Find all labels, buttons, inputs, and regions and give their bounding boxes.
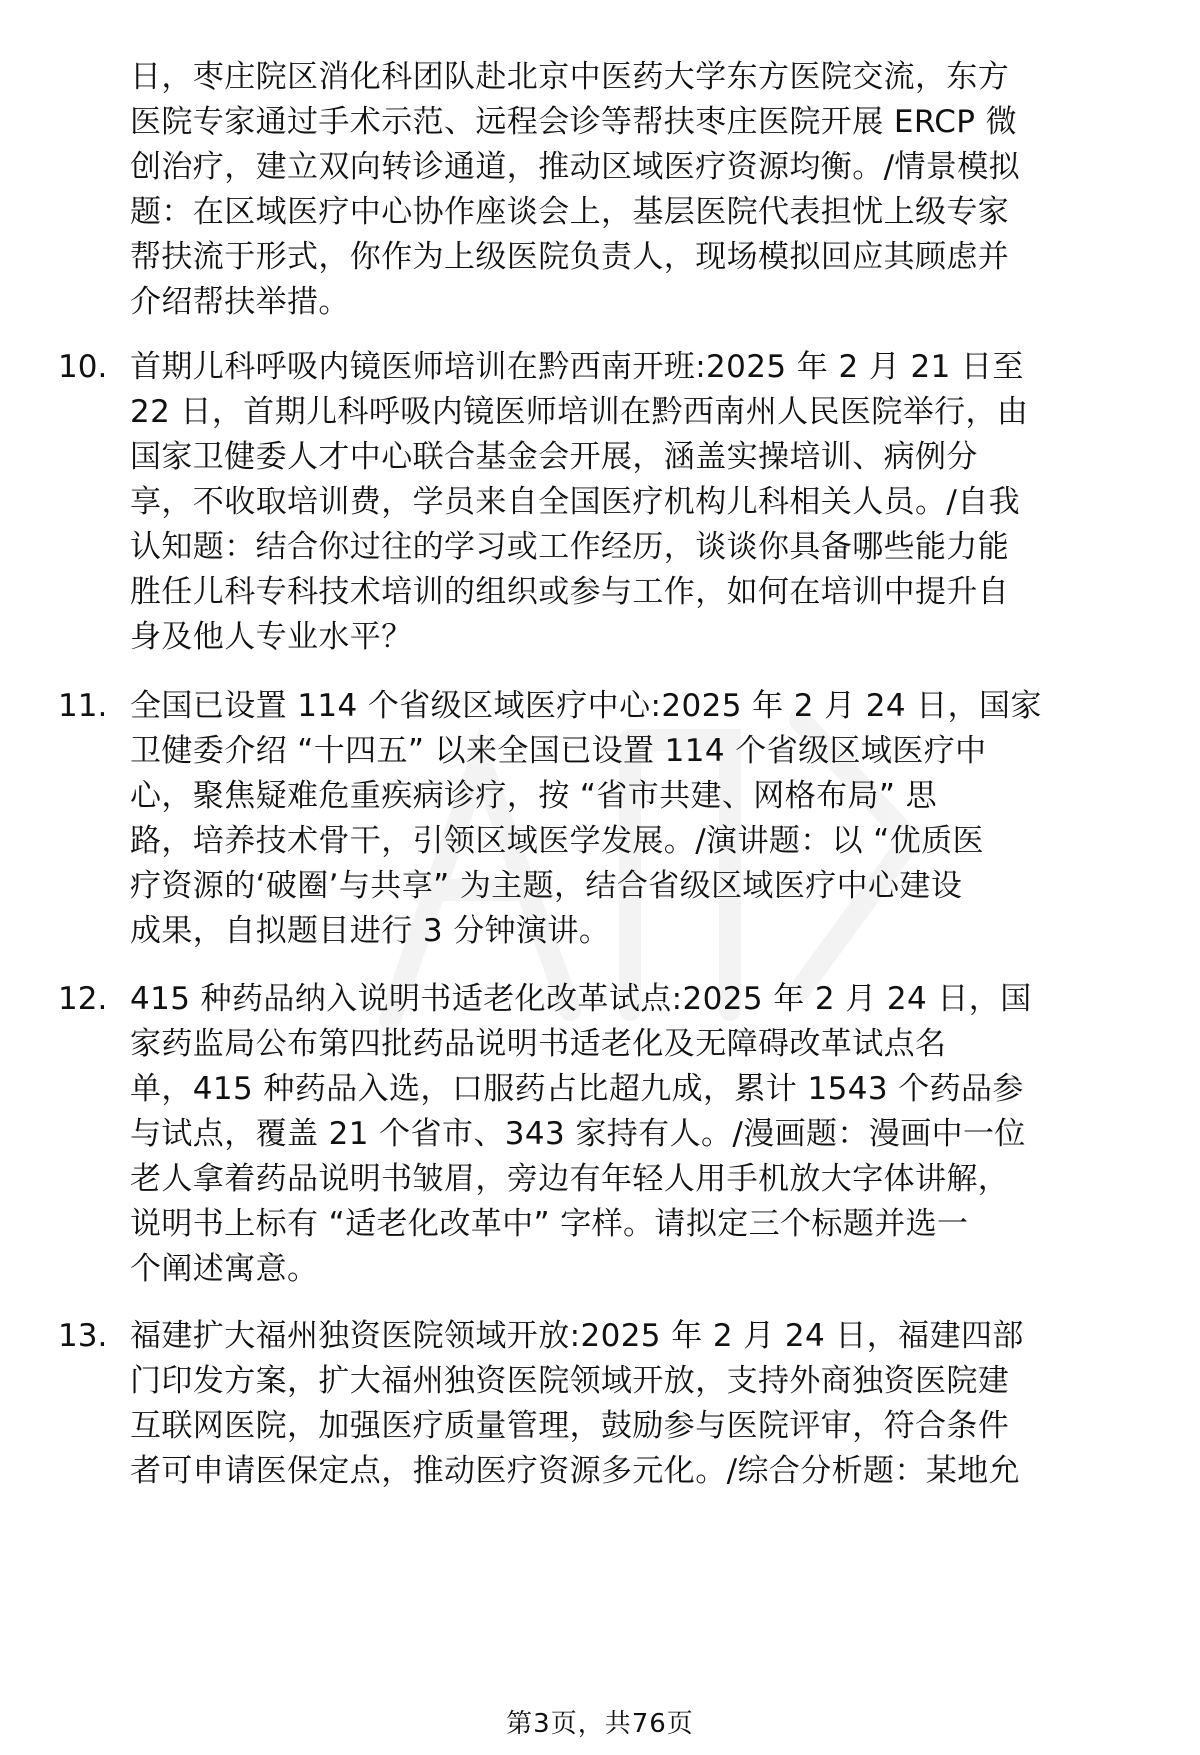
text-line: 415 种药品纳入说明书适老化改革试点:2025 年 2 月 24 日，国 <box>130 981 1032 1017</box>
text-line: 个阐述寓意。 <box>130 1251 319 1287</box>
text-line: 22 日，首期儿科呼吸内镜医师培训在黔西南州人民医院举行，由 <box>130 394 1029 430</box>
text-line: 国家卫健委人才中心联合基金会开展，涵盖实操培训、病例分 <box>130 439 978 475</box>
text-line: 与试点，覆盖 21 个省市、343 家持有人。/漫画题：漫画中一位 <box>130 1116 1026 1152</box>
text-line: 路，培养技术骨干，引领区域医学发展。/演讲题：以 “优质医 <box>130 823 984 859</box>
text-line: 创治疗，建立双向转诊通道，推动区域医疗资源均衡。/情景模拟 <box>130 149 1021 185</box>
text-line: 全国已设置 114 个省级区域医疗中心:2025 年 2 月 24 日，国家 <box>130 688 1042 724</box>
page-footer: 第3页，共76页 <box>506 1709 694 1739</box>
text-line: 帮扶流于形式，你作为上级医院负责人，现场模拟回应其顾虑并 <box>130 239 1010 275</box>
text-line: 心，聚焦疑难危重疾病诊疗，按 “省市共建、网格布局” 思 <box>130 778 938 814</box>
text-line: 医院专家通过手术示范、远程会诊等帮扶枣庄医院开展 ERCP 微 <box>130 104 1018 140</box>
text-line: 说明书上标有 “适老化改革中” 字样。请拟定三个标题并选一 <box>130 1206 969 1242</box>
item-text <box>130 345 1140 660</box>
item-number: 13. <box>58 1318 108 1354</box>
text-line: 疗资源的‘破圈’与共享” 为主题，结合省级区域医疗中心建设 <box>130 868 963 904</box>
item-text <box>130 684 1140 954</box>
text-line: 家药监局公布第四批药品说明书适老化及无障碍改革试点名 <box>130 1026 947 1062</box>
continuation-paragraph <box>130 55 1140 325</box>
text-line: 门印发方案，扩大福州独资医院领域开放，支持外商独资医院建 <box>130 1363 1010 1399</box>
text-line: 老人拿着药品说明书皱眉，旁边有年轻人用手机放大字体讲解， <box>130 1161 1010 1197</box>
item-text <box>130 977 1140 1292</box>
text-line: 享，不收取培训费，学员来自全国医疗机构儿科相关人员。/自我 <box>130 484 1021 520</box>
text-line: 卫健委介绍 “十四五” 以来全国已设置 114 个省级区域医疗中 <box>130 733 987 769</box>
text-line: 身及他人专业水平？ <box>130 619 413 655</box>
text-line: 日，枣庄院区消化科团队赴北京中医药大学东方医院交流，东方 <box>130 59 1010 95</box>
text-line: 认知题：结合你过往的学习或工作经历，谈谈你具备哪些能力能 <box>130 529 1010 565</box>
text-line: 介绍帮扶举措。 <box>130 284 350 320</box>
item-text <box>130 1314 1140 1494</box>
item-number: 10. <box>58 349 108 385</box>
item-number: 11. <box>58 688 108 724</box>
text-line: 首期儿科呼吸内镜医师培训在黔西南开班:2025 年 2 月 21 日至 <box>130 349 1024 385</box>
item-number: 12. <box>58 981 108 1017</box>
text-line: 单，415 种药品入选，口服药占比超九成，累计 1543 个药品参 <box>130 1071 1024 1107</box>
text-line: 题：在区域医疗中心协作座谈会上，基层医院代表担忧上级专家 <box>130 194 1010 230</box>
text-line: 福建扩大福州独资医院领域开放:2025 年 2 月 24 日，福建四部 <box>130 1318 1024 1354</box>
text-line: 互联网医院，加强医疗质量管理，鼓励参与医院评审，符合条件 <box>130 1408 1010 1444</box>
text-line: 胜任儿科专科技术培训的组织或参与工作，如何在培训中提升自 <box>130 574 1010 610</box>
text-line: 者可申请医保定点，推动医疗资源多元化。/综合分析题：某地允 <box>130 1453 1021 1489</box>
text-line: 成果，自拟题目进行 3 分钟演讲。 <box>130 913 611 949</box>
